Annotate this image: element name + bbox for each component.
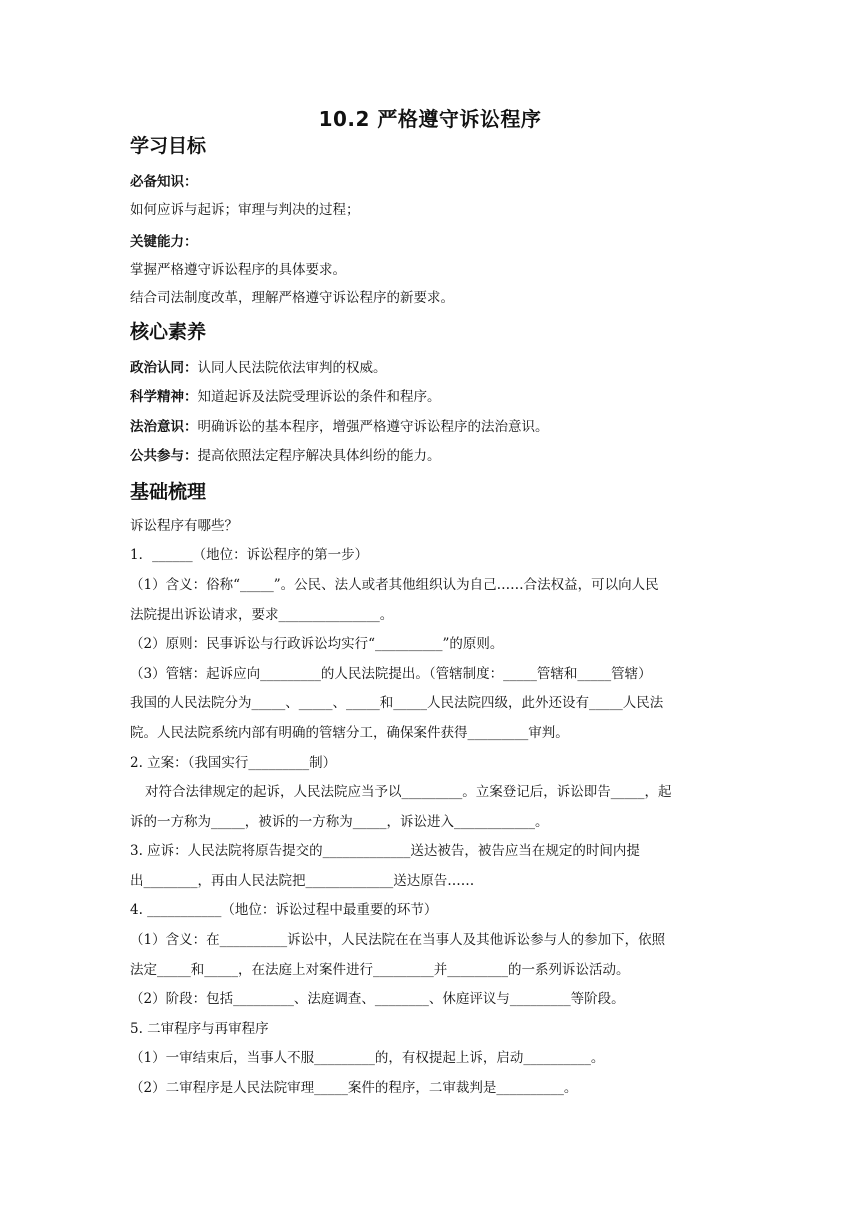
section-heading-basics: 基础梳理 (130, 481, 207, 503)
content-line: （1）含义：俗称“_____”。公民、法人或者其他组织认为自己……合法权益，可以向人民 (130, 577, 659, 593)
literacy-text: 知道起诉及法院受理诉讼的条件和程序。 (197, 389, 441, 405)
content-line: 法院提出诉讼请求，要求_______________。 (130, 607, 394, 623)
literacy-label: 法治意识： (130, 419, 198, 435)
content-line: 出________，再由人民法院把_____________送达原告…… (130, 873, 475, 889)
content-line: （2）阶段：包括_________、法庭调查、________、休庭评议与_________等阶段。 (130, 991, 625, 1007)
literacy-item (130, 446, 730, 466)
section-heading-goals: 学习目标 (130, 135, 207, 157)
section-heading-literacy: 核心素养 (130, 321, 207, 343)
content-line: 2. 立案：（我国实行_________制） (130, 755, 337, 771)
literacy-label: 政治认同： (130, 360, 198, 376)
content-line: 1．______（地位：诉讼程序的第一步） (130, 547, 369, 563)
content-line: （3）管辖：起诉应向_________的人民法院提出。（管辖制度：_____管辖和_____管辖） (130, 666, 652, 682)
question-line: 诉讼程序有哪些？ (130, 518, 238, 534)
content-line: （2）原则：民事诉讼与行政诉讼均实行“__________”的原则。 (130, 636, 504, 652)
ability-text-1: 掌握严格遵守诉讼程序的具体要求。 (130, 262, 346, 278)
ability-text-2: 结合司法制度改革，理解严格遵守诉讼程序的新要求。 (130, 290, 454, 306)
content-line: 我国的人民法院分为_____、_____、_____和_____人民法院四级，此外还设有_____人民法 (130, 695, 664, 711)
literacy-item (130, 417, 730, 437)
literacy-text: 明确诉讼的基本程序，增强严格遵守诉讼程序的法治意识。 (197, 419, 549, 435)
content-line: 5. 二审程序与再审程序 (130, 1021, 269, 1037)
content-line: 诉的一方称为_____，被诉的一方称为_____，诉讼进入____________。 (130, 814, 549, 830)
literacy-item (130, 387, 730, 407)
content-line: （1）含义：在__________诉讼中，人民法院在在当事人及其他诉讼参与人的参加下，依照 (130, 932, 666, 948)
literacy-label: 科学精神： (130, 389, 198, 405)
content-line: （1）一审结束后，当事人不服_________的，有权提起上诉，启动__________。 (130, 1050, 605, 1066)
knowledge-text: 如何应诉与起诉；审理与判决的过程； (130, 202, 360, 218)
content-line: 院。人民法院系统内部有明确的管辖分工，确保案件获得_________审判。 (130, 725, 569, 741)
content-line: 4. ___________（地位：诉讼过程中最重要的环节） (130, 902, 438, 918)
page-title: 10.2 严格遵守诉讼程序 (318, 107, 542, 131)
literacy-label: 公共参与： (130, 448, 198, 464)
literacy-text: 认同人民法院依法审判的权威。 (197, 360, 387, 376)
literacy-item (130, 358, 730, 378)
content-line: 3. 应诉：人民法院将原告提交的_____________送达被告，被告应当在规定的时间内提 (130, 843, 640, 859)
content-line: 法定_____和_____，在法庭上对案件进行_________并_________的一系列诉讼活动。 (130, 962, 630, 978)
content-line: 对符合法律规定的起诉，人民法院应当予以_________。立案登记后，诉讼即告_____，起 (145, 784, 672, 800)
knowledge-label: 必备知识： (130, 174, 198, 190)
ability-label: 关键能力： (130, 234, 198, 250)
content-line: （2）二审程序是人民法院审理_____案件的程序，二审裁判是__________。 (130, 1080, 578, 1096)
literacy-text: 提高依照法定程序解决具体纠纷的能力。 (197, 448, 441, 464)
